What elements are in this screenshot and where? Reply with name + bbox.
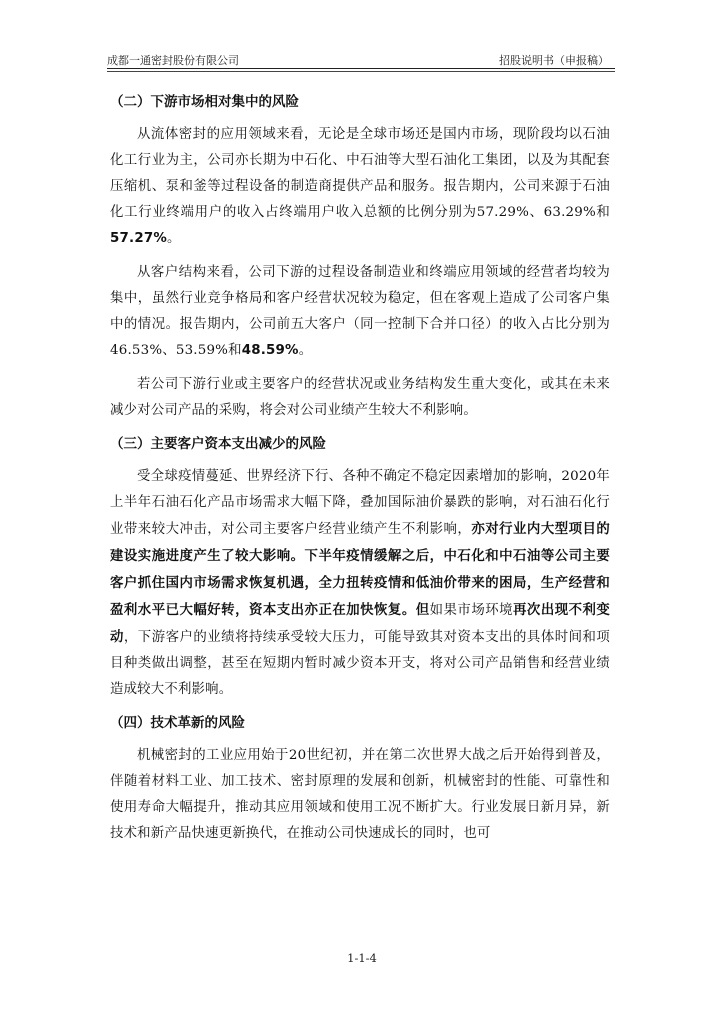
section-3-paragraph-1-text-2: 如果市场环境 xyxy=(429,603,514,618)
section-2-paragraph-1-text: 从流体密封的应用领域来看，无论是全球市场还是国内市场，现阶段均以石油化工行业为主，公司亦长期为中石化、中石油等大型石油化工集团，以及为其配套压缩机、泵和釜等过程设备的制造商提供产品和服务。报告期内，公司来源于石油化工行业终端用户的收入占终端用户收入总额的比例分别为57.29%、63.29%和 xyxy=(110,127,610,220)
section-2-paragraph-1-bold-value: 57.27% xyxy=(110,231,167,246)
section-3-paragraph-1 xyxy=(110,464,610,703)
section-2-paragraph-2-bold-value: 48.59% xyxy=(241,343,299,358)
header-rule xyxy=(107,68,615,69)
section-2-title: （二）下游市场相对集中的风险 xyxy=(110,94,299,110)
section-2-paragraph-1 xyxy=(110,122,610,252)
header-document-type: 招股说明书（申报稿） xyxy=(499,54,609,67)
section-4-paragraph-1: 机械密封的工业应用始于20世纪初，并在第二次世界大战之后开始得到普及，伴随着材料工业、加工技术、密封原理的发展和创新，机械密封的性能、可靠性和使用寿命大幅提升，推动其应用领域和使用工况不断扩大。行业发展日新月异，新技术和新产品快速更新换代，在推动公司快速成长的同时，也可 xyxy=(110,748,610,841)
section-3-paragraph-1-text-3: ，下游客户的业绩将持续承受较大压力，可能导致其对资本支出的具体时间和项目种类做出调整，甚至在短期内暂时减少资本开支，将对公司产品销售和经营业绩造成较大不利影响。 xyxy=(110,630,611,697)
page-header xyxy=(107,50,615,68)
section-2-paragraph-3: 若公司下游行业或主要客户的经营状况或业务结构发生重大变化，或其在未来减少对公司产品的采购，将会对公司业绩产生较大不利影响。 xyxy=(110,377,610,418)
section-2-paragraph-2-end: 。 xyxy=(298,343,313,358)
page-body xyxy=(110,92,610,847)
section-3-paragraph-1-text: 受全球疫情蔓延、世界经济下行、各种不确定不稳定因素增加的影响，2020年上半年石油石化产品市场需求大幅下降，叠加国际油价暴跌的影响，对石油石化行业带来较大冲击，对公司主要客户经营业绩产生不利影响， xyxy=(110,469,610,537)
section-3-paragraph-1-bold-text: 亦对行业内大型项目的建设实施进度产生了较大影响。下半年疫情缓解之后，中石化和中石油等公司主要客户抓住国内市场需求恢复机遇，全力扭转疫情和低油价带来的困局，生产经营和盈利水平已大幅好转，资本支出亦正在加快恢复。但 xyxy=(110,521,610,618)
header-company-name: 成都一通密封股份有限公司 xyxy=(107,54,239,67)
section-2-paragraph-2 xyxy=(110,260,610,364)
section-3-paragraph-1-bold-text-2: 再次出现不利变动 xyxy=(110,602,611,645)
section-2-paragraph-1-end: 。 xyxy=(166,231,181,246)
page-number: 1-1-4 xyxy=(347,951,377,965)
section-4-title: （四）技术革新的风险 xyxy=(110,715,245,731)
header-rule-thin xyxy=(107,71,615,72)
section-2-paragraph-2-text: 从客户结构来看，公司下游的过程设备制造业和终端应用领域的经营者均较为集中，虽然行业竞争格局和客户经营状况较为稳定，但在客观上造成了公司客户集中的情况。报告期内，公司前五大客户（同一控制下合并口径）的收入占比分别为46.53%、53.59%和 xyxy=(110,265,610,358)
section-3-title: （三）主要客户资本支出减少的风险 xyxy=(110,436,326,452)
